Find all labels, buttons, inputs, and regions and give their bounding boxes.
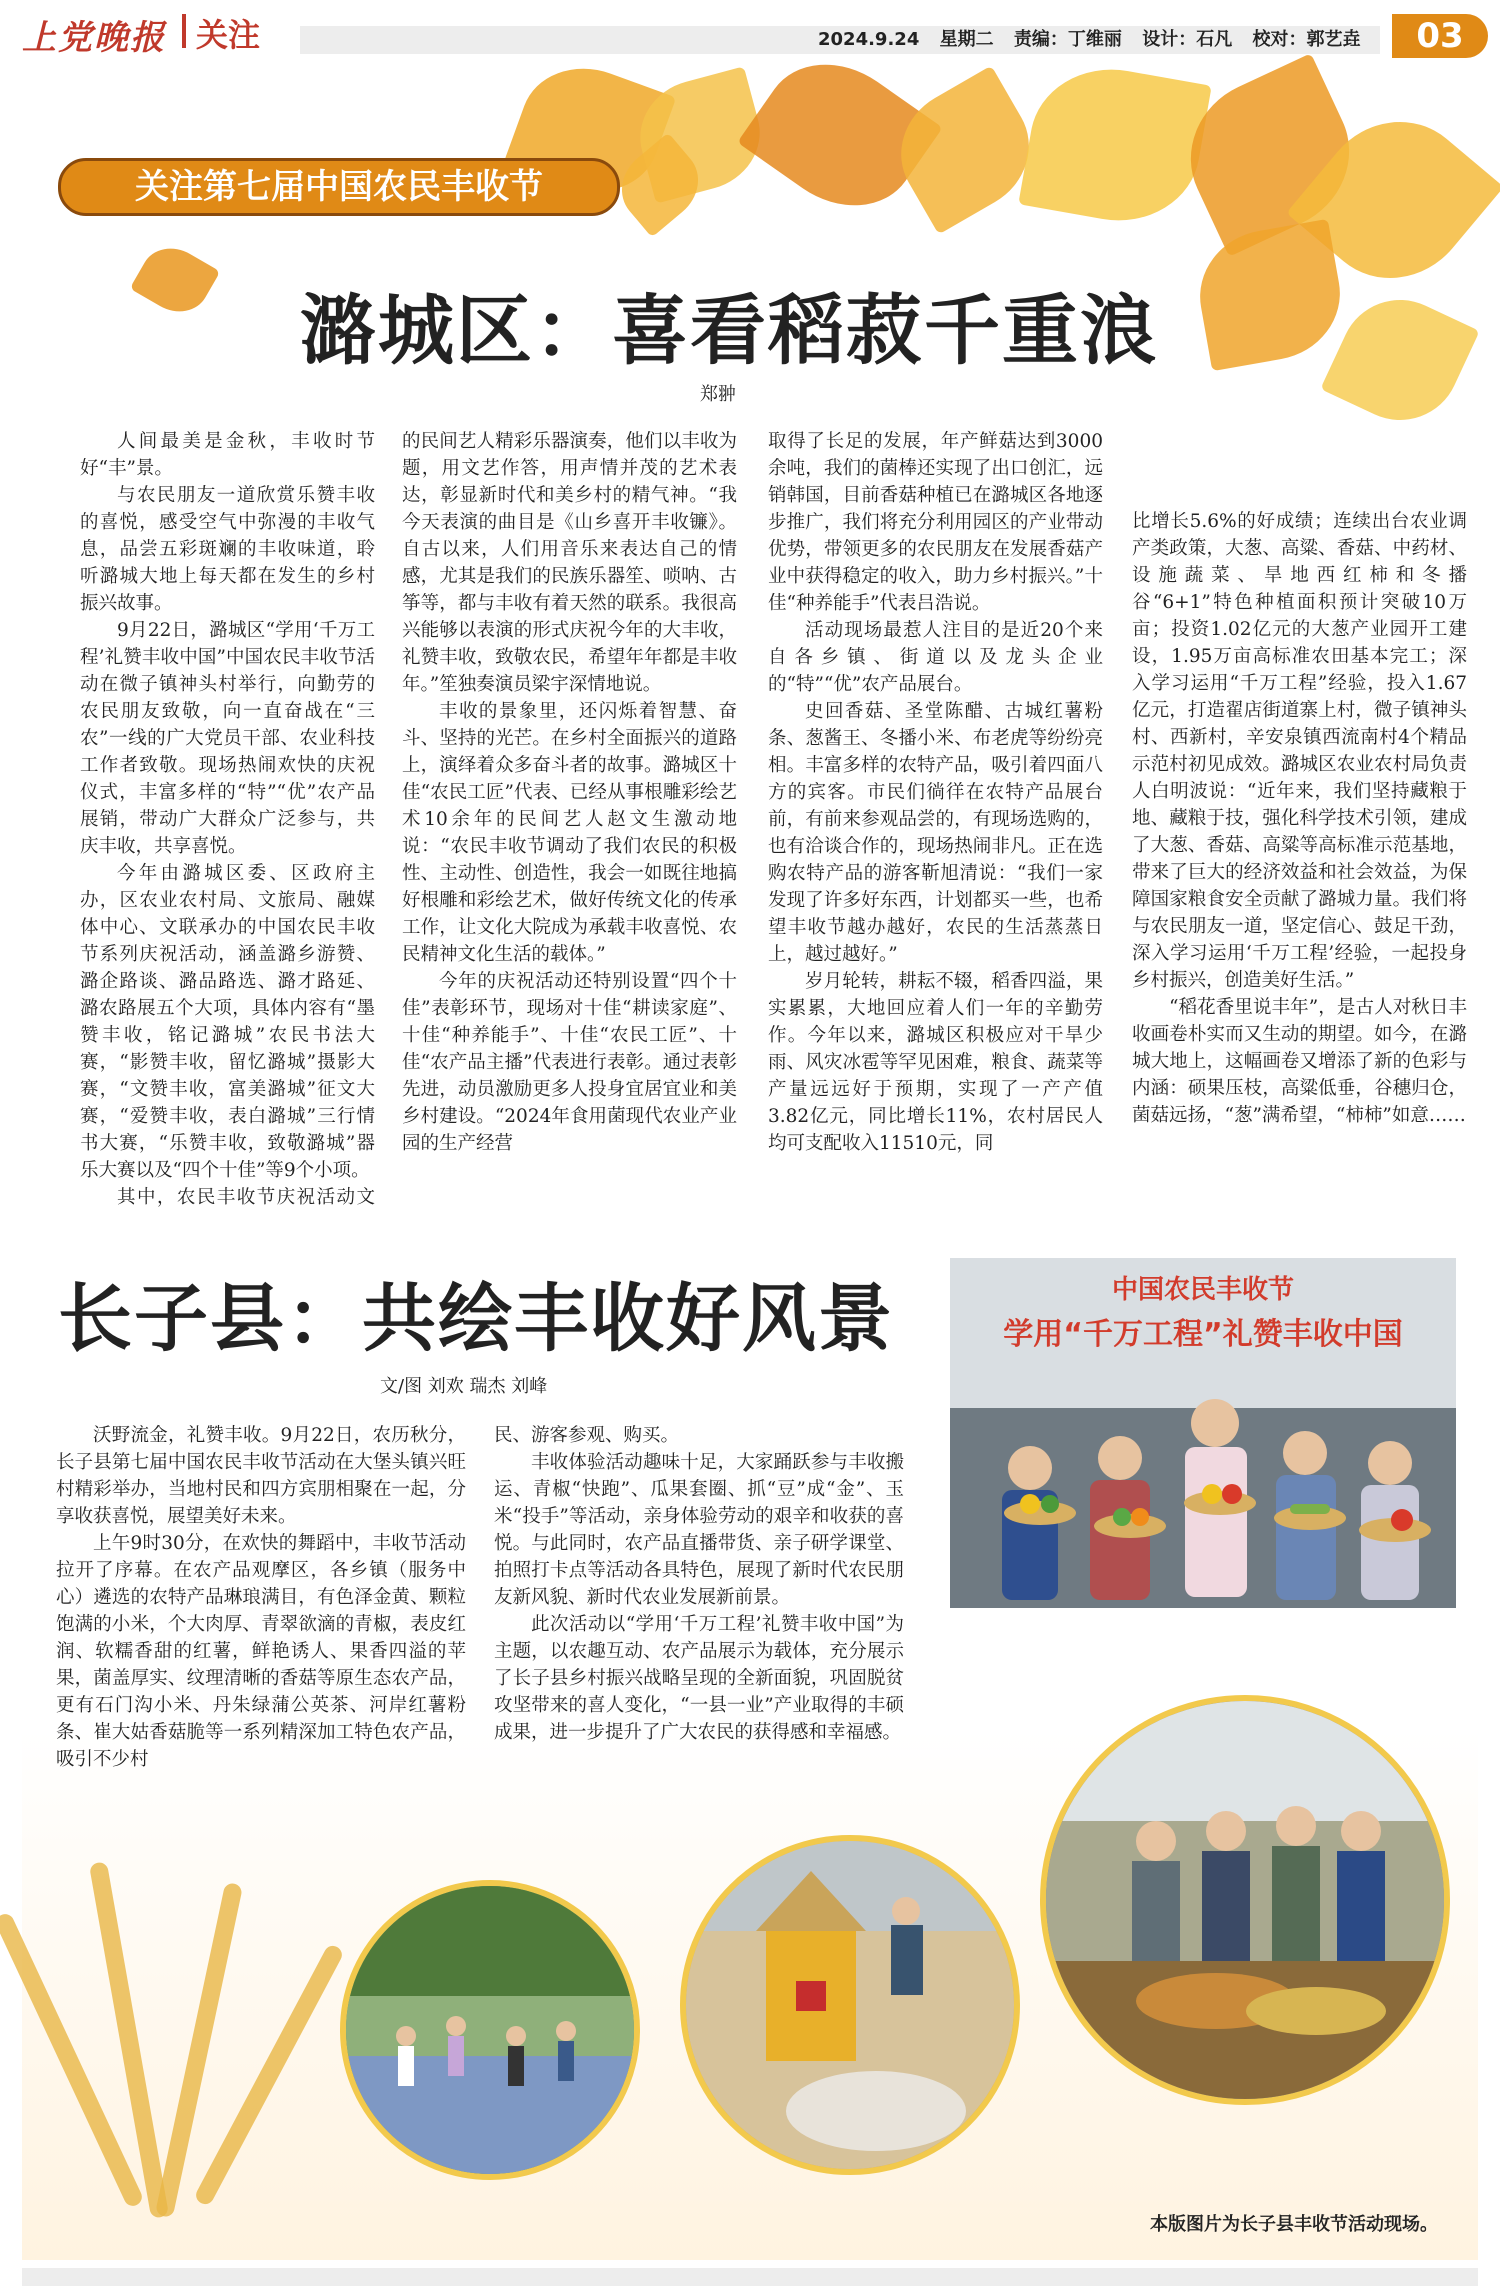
photo-circle-elders-produce <box>1040 1695 1450 2105</box>
masthead-divider <box>182 14 186 48</box>
article1-column-2 <box>402 428 737 1208</box>
leaf-icon <box>130 237 221 324</box>
paragraph: 上午9时30分，在欢快的舞蹈中，丰收节活动拉开了序幕。在农产品观摩区，各乡镇（服务中心）遴选的农特产品琳琅满目，有色泽金黄、颗粒饱满的小米，个大肉厚、青翠欲滴的青椒，表皮红润、软糯香甜的红薯，鲜艳诱人、果香四溢的苹果，菌盖厚实、纹理清晰的香菇等原生态农产品，更有石门沟小米、丹朱绿蒲公英茶、河岸红薯粉条、崔大姑香菇脆等一系列精深加工特色农产品，吸引不少村 <box>56 1533 466 1770</box>
photo-children-harvest-image <box>950 1258 1456 1608</box>
proofreader-credit: 校对：郭艺垚 <box>1252 29 1361 50</box>
paragraph: 其中，农民丰收节庆祝活动文 <box>117 1187 375 1208</box>
photo-sign-top: 中国农民丰收节 <box>1111 1275 1295 1305</box>
leaf-icon <box>879 66 1052 235</box>
paragraph: 取得了长足的发展，年产鲜菇达到3000余吨，我们的菌棒还实现了出口创汇，远销韩国，目前香菇种植已在潞城区各地逐步推广，我们将充分利用园区的产业带动优势，带领更多的农民朋友在发展香菇产业中获得稳定的收入，助力乡村振兴。”十佳“种养能手”代表吕浩说。 <box>768 431 1103 614</box>
paragraph: 岁月轮转，耕耘不辍，稻香四溢，果实累累，大地回应着人们一年的辛勤劳作。今年以来，潞城区积极应对干旱少雨、风灾冰雹等罕见困难，粮食、蔬菜等产量远远好于预期，实现了一产产值3.82亿元，同比增长11%，农村居民人均可支配收入11510元，同 <box>768 971 1103 1154</box>
topic-banner <box>58 158 620 216</box>
newspaper-logo: 上党晚报 <box>22 18 166 58</box>
leaf-icon <box>1190 219 1350 371</box>
designer-credit: 设计：石凡 <box>1142 29 1233 50</box>
editor-credit: 责编：丁维丽 <box>1013 29 1122 50</box>
masthead <box>0 0 1500 62</box>
issue-weekday: 星期二 <box>939 29 994 50</box>
paragraph: 史回香菇、圣堂陈醋、古城红薯粉条、葱酱王、冬播小米、布老虎等纷纷亮相。丰富多样的农特产品，吸引着四面八方的宾客。市民们徜徉在农特产品展台前，有前来参观品尝的，有现场选购的，也有洽谈合作的，现场热闹非凡。正在选购农特产品的游客靳旭清说：“我们一家发现了许多好东西，计划都买一些，也希望丰收节越办越好，农民的生活蒸蒸日上，越过越好。” <box>768 701 1103 965</box>
photo-circle-corn-display <box>680 1835 1020 2175</box>
article1-byline: 郑翀 <box>700 384 736 405</box>
page-number: 03 <box>1392 14 1488 58</box>
article1-column-3 <box>768 428 1103 1208</box>
paragraph: 沃野流金，礼赞丰收。9月22日，农历秋分，长子县第七届中国农民丰收节活动在大堡头镇兴旺村精彩举办，当地村民和四方宾朋相聚在一起，分享收获喜悦，展望美好未来。 <box>56 1425 466 1527</box>
photo-children-harvest <box>950 1258 1456 1608</box>
photo-caption: 本版图片为长子县丰收节活动现场。 <box>1150 2214 1438 2235</box>
article1-column-4 <box>1132 508 1467 1208</box>
photo-sign-bottom: 学用“千万工程”礼赞丰收中国 <box>1003 1317 1403 1352</box>
paragraph: 活动现场最惹人注目的是近20个来自各乡镇、街道以及龙头企业的“特”“优”农产品展台。 <box>768 620 1103 695</box>
article2-headline: 长子县：共绘丰收好风景 <box>58 1276 894 1362</box>
article2-column-1 <box>56 1422 466 1842</box>
paragraph: 民、游客参观、购买。 <box>494 1425 680 1446</box>
paragraph: 丰收体验活动趣味十足，大家踊跃参与丰收搬运、青椒“快跑”、瓜果套圈、抓“豆”成“金”、玉米“投手”等活动，亲身体验劳动的艰辛和收获的喜悦。与此同时，农产品直播带货、亲子研学课堂、拍照打卡点等活动各具特色，展现了新时代农民朋友新风貌、新时代农业发展新前景。 <box>494 1452 904 1608</box>
paragraph: 的民间艺人精彩乐器演奏，他们以丰收为题，用文艺作答，用声情并茂的艺术表达，彰显新时代和美乡村的精气神。“我今天表演的曲目是《山乡喜开丰收镰》。自古以来，人们用音乐来表达自己的情感，尤其是我们的民族乐器笙、唢呐、古筝等，都与丰收有着天然的联系。我很高兴能够以表演的形式庆祝今年的大丰收，礼赞丰收，致敬农民，希望年年都是丰收年。”笙独奏演员梁宇深情地说。 <box>402 431 737 695</box>
masthead-meta <box>818 26 1374 54</box>
paragraph: 丰收的景象里，还闪烁着智慧、奋斗、坚持的光芒。在乡村全面振兴的道路上，演绎着众多奋斗者的故事。潞城区十佳“农民工匠”代表、已经从事根雕彩绘艺术10余年的民间艺人赵文生激动地说：“农民丰收节调动了我们农民的积极性、主动性、创造性，我会一如既往地搞好根雕和彩绘艺术，做好传统文化的传承工作，让文化大院成为承载丰收喜悦、农民精神文化生活的载体。” <box>402 701 737 965</box>
article2-column-2 <box>494 1422 904 1842</box>
issue-date: 2024.9.24 <box>818 29 920 50</box>
section-name: 关注 <box>196 16 261 54</box>
paragraph: 9月22日，潞城区“学用‘千万工程’礼赞丰收中国”中国农民丰收节活动在微子镇神头村举行，向勤劳的农民朋友致敬，向一直奋战在“三农”一线的广大党员干部、农业科技工作者致敬。现场热闹欢快的庆祝仪式，丰富多样的“特”“优”农产品展销，带动广大群众广泛参与，共庆丰收，共享喜悦。 <box>80 620 375 857</box>
article1-headline: 潞城区：喜看稻菽千重浪 <box>300 286 1158 375</box>
paragraph: 此次活动以“学用‘千万工程’礼赞丰收中国”为主题，以农趣互动、农产品展示为载体，充分展示了长子县乡村振兴战略呈现的全新面貌，巩固脱贫攻坚带来的喜人变化，“一县一业”产业取得的丰硕成果，进一步提升了广大农民的获得感和幸福感。 <box>494 1614 904 1743</box>
paragraph: 与农民朋友一道欣赏乐赞丰收的喜悦，感受空气中弥漫的丰收气息，品尝五彩斑斓的丰收味道，聆听潞城大地上每天都在发生的乡村振兴故事。 <box>80 485 375 614</box>
paragraph: 今年的庆祝活动还特别设置“四个十佳”表彰环节，现场对十佳“耕读家庭”、十佳“种养能手”、十佳“农民工匠”、十佳“农产品主播”代表进行表彰。通过表彰先进，动员激励更多人投身宜居宜业和美乡村建设。“2024年食用菌现代农业产业园的生产经营 <box>402 971 737 1154</box>
footer-bar <box>22 2268 1478 2286</box>
article2-byline: 文/图 刘欢 瑞杰 刘峰 <box>380 1376 548 1397</box>
photo-circle-elders-produce-image <box>1046 1701 1444 2099</box>
photo-circle-park-image <box>346 1886 634 2174</box>
leaf-icon <box>1018 56 1211 233</box>
topic-banner-text: 关注第七届中国农民丰收节 <box>135 167 543 207</box>
leaf-icon <box>1320 280 1479 439</box>
article1-column-1 <box>80 428 375 1208</box>
photo-circle-corn-display-image <box>686 1841 1014 2169</box>
photo-circle-park <box>340 1880 640 2180</box>
paragraph: 比增长5.6%的好成绩；连续出台农业调产类政策，大葱、高粱、香菇、中药材、设施蔬菜、旱地西红柿和冬播谷“6+1”特色种植面积预计突破10万亩；投资1.02亿元的大葱产业园开工建设，1.95万亩高标准农田基本完工；深入学习运用“千万工程”经验，投入1.67亿元，打造翟店街道寨上村，微子镇神头村、西新村，辛安泉镇西流南村4个精品示范村初见成效。潞城区农业农村局负责人白明波说：“近年来，我们坚持藏粮于地、藏粮于技，强化科学技术引领，建成了大葱、香菇、高粱等高标准示范基地，带来了巨大的经济效益和社会效益，为保障国家粮食安全贡献了潞城力量。我们将与农民朋友一道，坚定信心、鼓足干劲，深入学习运用‘千万工程’经验，一起投身乡村振兴，创造美好生活。” <box>1132 511 1467 991</box>
paragraph: “稻花香里说丰年”，是古人对秋日丰收画卷朴实而又生动的期望。如今，在潞城大地上，这幅画卷又增添了新的色彩与内涵：硕果压枝，高粱低垂，谷穗归仓，菌菇远扬，“葱”满希望，“柿柿”如意…… <box>1132 997 1467 1126</box>
paragraph: 今年由潞城区委、区政府主办，区农业农村局、文旅局、融媒体中心、文联承办的中国农民丰收节系列庆祝活动，涵盖潞乡游赞、潞企路谈、潞品路选、潞才路延、潞农路展五个大项，具体内容有“墨赞丰收，铭记潞城”农民书法大赛，“影赞丰收，留忆潞城”摄影大赛，“文赞丰收，富美潞城”征文大赛，“爱赞丰收，表白潞城”三行情书大赛，“乐赞丰收，致敬潞城”器乐大赛以及“四个十佳”等9个小项。 <box>80 863 375 1181</box>
paragraph: 人间最美是金秋，丰收时节好“丰”景。 <box>80 431 375 479</box>
